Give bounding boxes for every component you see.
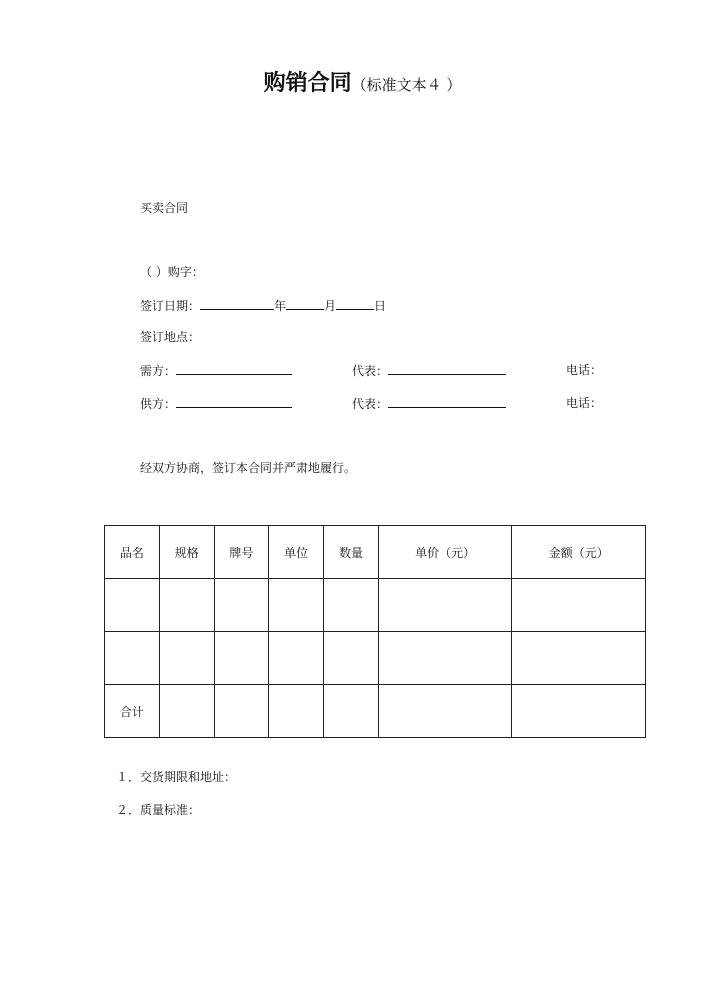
supplier-rep-label: 代表： [352,397,389,411]
table-cell[interactable] [512,685,646,738]
table-total-row [105,685,646,738]
table-cell[interactable] [324,579,379,632]
contract-heading: 买卖合同 [140,201,189,215]
title-subtitle: （标准文本４ ） [351,76,462,94]
table-header-cell: 单价（元） [378,526,512,579]
sign-date-label: 签订日期： [140,299,201,313]
supplier-label: 供方： [140,397,177,411]
table-header-cell: 品名 [105,526,160,579]
supplier-rep-field[interactable] [388,395,506,408]
table-cell[interactable] [378,632,512,685]
sign-date-year-label: 年 [274,299,287,313]
table-cell[interactable] [269,632,324,685]
contract-title [0,66,725,97]
table-cell[interactable] [324,632,379,685]
table-header-cell: 金额（元） [512,526,646,579]
table-header-cell: 单位 [269,526,324,579]
table-cell[interactable] [269,579,324,632]
table-cell[interactable] [324,685,379,738]
goods-table [104,525,646,738]
buyer-rep-field[interactable] [388,362,506,375]
agreement-text: 经双方协商，签订本合同并严肃地履行。 [140,461,357,475]
clause-delivery: １．交货期限和地址： [116,770,237,784]
sign-date-day-label: 日 [374,299,387,313]
contract-number-label: （ ）购字： [140,265,204,279]
table-header-cell: 规格 [159,526,214,579]
table-cell[interactable] [269,685,324,738]
table-cell[interactable] [378,579,512,632]
table-cell[interactable] [214,632,269,685]
table-row [105,632,646,685]
table-cell[interactable] [378,685,512,738]
table-header-row [105,526,646,579]
table-header-cell: 牌号 [214,526,269,579]
buyer-rep-label: 代表： [352,364,389,378]
table-cell[interactable] [159,579,214,632]
sign-date-day-field[interactable] [336,297,374,310]
table-cell[interactable] [159,685,214,738]
table-cell[interactable] [159,632,214,685]
buyer-phone-label: 电话： [566,363,603,377]
title-main: 购销合同 [263,71,352,96]
supplier-rep-segment [352,395,506,412]
table-cell[interactable] [214,685,269,738]
buyer-name-field[interactable] [176,362,292,375]
buyer-label: 需方： [140,364,177,378]
table-cell[interactable] [512,632,646,685]
sign-date-line [140,297,386,314]
table-row [105,579,646,632]
clause-quality: ２．质量标准： [116,803,201,817]
buyer-segment [140,362,292,379]
sign-date-year-field[interactable] [200,297,274,310]
supplier-segment [140,395,292,412]
table-total-label: 合计 [105,685,160,738]
sign-date-month-label: 月 [324,299,337,313]
supplier-name-field[interactable] [176,395,292,408]
table-cell[interactable] [105,579,160,632]
sign-place-label: 签订地点： [140,330,201,344]
table-cell[interactable] [105,632,160,685]
table-cell[interactable] [512,579,646,632]
sign-date-month-field[interactable] [286,297,324,310]
table-header-cell: 数量 [324,526,379,579]
table-cell[interactable] [214,579,269,632]
supplier-phone-label: 电话： [566,396,603,410]
buyer-rep-segment [352,362,506,379]
